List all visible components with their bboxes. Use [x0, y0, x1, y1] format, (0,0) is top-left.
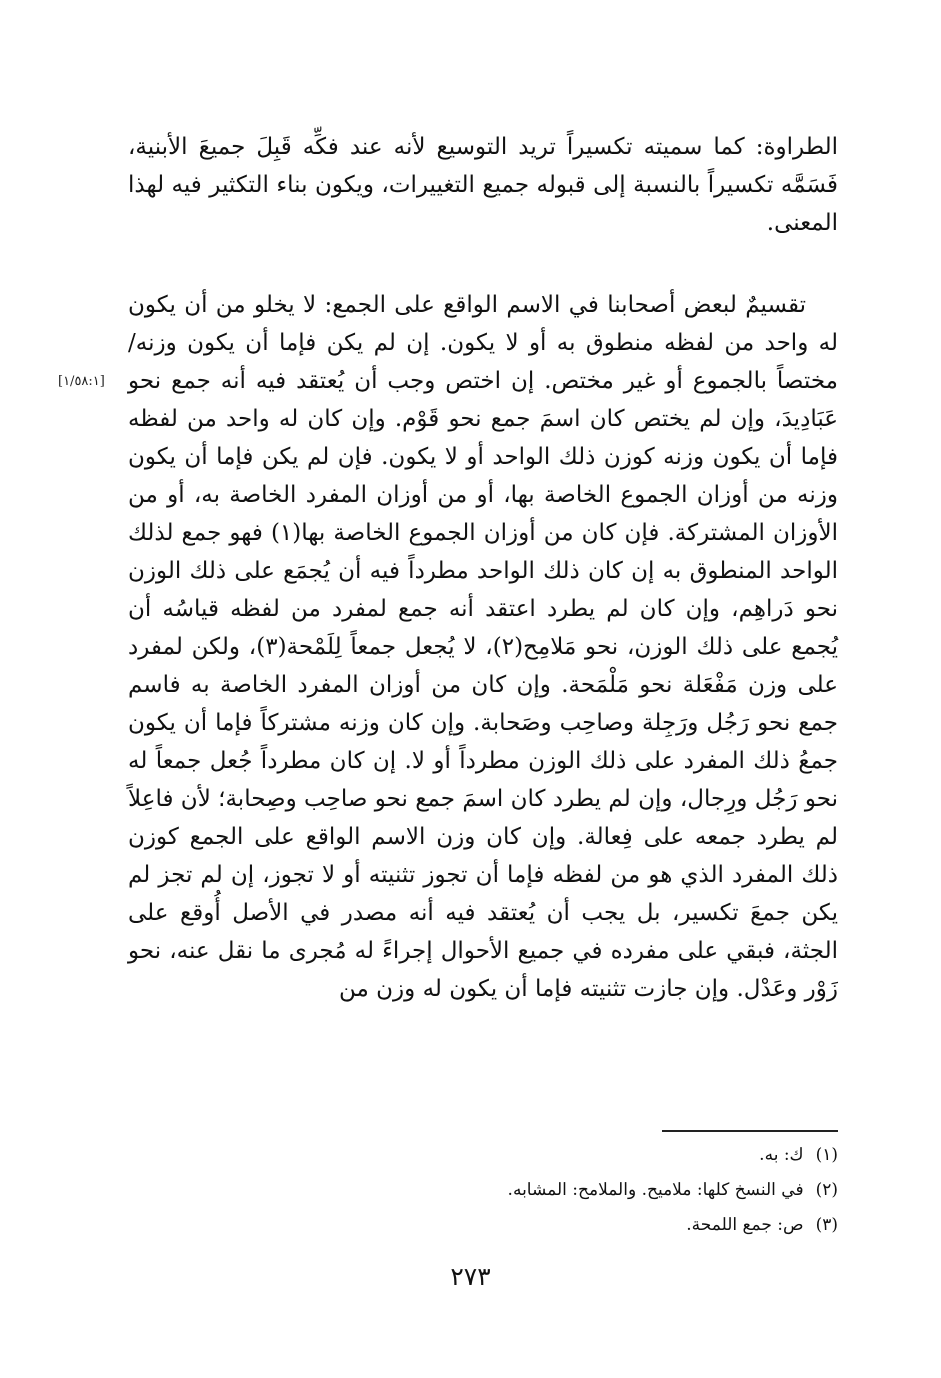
paragraph-2-text [128, 286, 838, 1008]
paragraph-1 [128, 128, 838, 242]
footnote-1-text: ك: به. [759, 1145, 804, 1165]
footnote-1 [138, 1138, 838, 1173]
paragraph-2-line: أن يكون وزنه من أوزان الجموع الخاصة بها، أو من أوزان المفرد الخاصة [128, 444, 838, 508]
paragraph-2-line: جمع نحو عَبَادِيدَ، وإن لم يختص كان اسمَ جمع نحو قَوْم. وإن كان له واحد [128, 368, 838, 432]
paragraph-2-line: به فاسم جمع نحو رَجُل ورَجِلة وصاحِب وصَحابة. وإن كان وزنه مشتركاً [128, 672, 839, 736]
paragraph-2-line: جمع لذلك الواحد المنطوق به إن كان ذلك الواحد مطرداً فيه أن يُجمَع على [128, 520, 838, 584]
footnotes [138, 1138, 838, 1243]
footnote-3 [138, 1208, 838, 1243]
margin-reference-note: [١/٥٨:١] [58, 374, 105, 389]
paragraph-2-line: فإما أن يكون جمعُ ذلك المفرد على ذلك الوزن مطرداً أو لا. إن كان مطرداً [128, 710, 838, 774]
paragraph-1-line: الطراوة: كما سميته تكسيراً تريد التوسيع لأنه عند فكِّه قَبِلَ جميعَ الأبنية، [128, 134, 838, 160]
paragraph-2-line: يكون له واحد من لفظه منطوق به أو لا يكون. إن لم يكن فإما أن يكون [128, 292, 838, 356]
paragraph-2-line: على الجمع كوزن ذلك المفرد الذي هو من لفظه فإما أن تجوز تثنيته أو لا [128, 824, 838, 888]
footnote-2-text: في النسخ كلها: ملاميح. والملامح: المشابه. [507, 1180, 804, 1200]
footnote-3-number: (٣) [815, 1215, 838, 1235]
paragraph-2-line: ما نقل عنه، نحو زَوْر وعَدْل. وإن جازت تثنيته فإما أن يكون له وزن من [128, 938, 838, 1002]
paragraph-2-line: تقسيمٌ لبعض أصحابنا في الاسم الواقع على الجمع: لا يخلو من أن [175, 292, 806, 318]
paragraph-1-line: فَسَمَّه تكسيراً بالنسبة إلى قبوله جميع التغييرات، ويكون بناء التكثير فيه لهذا [128, 172, 838, 198]
paragraph-2 [128, 286, 838, 1008]
paragraph-2-line: ذلك الوزن نحو دَراهِم، وإن كان لم يطرد اعتقد أنه جمع لمفرد من لفظه [128, 558, 838, 622]
paragraph-1-text [128, 128, 838, 242]
footnote-2-number: (٢) [815, 1180, 838, 1200]
paragraph-2-line: وصِحابة؛ لأن فاعِلاً لم يطرد جمعه على فِعالة. وإن كان وزن الاسم الواقع [128, 786, 838, 850]
paragraph-2-line: وزنه/ مختصاً بالجموع أو غير مختص. إن اختص وجب أن يُعتقد فيه أنه [128, 330, 838, 394]
paragraph-2-line: به، أو من الأوزان المشتركة. فإن كان من أوزان الجموع الخاصة بها(١) فهو [128, 482, 839, 546]
paragraph-2-line: الأصل أُوقع على الجثة، فبقي على مفرده في جميع الأحوال إجراءً له مُجرى [128, 900, 838, 964]
paragraph-2-line: تجوز، إن لم تجز لم يكن جمعَ تكسير، بل يجب أن يُعتقد فيه أنه مصدر في [128, 862, 838, 926]
footnote-separator [662, 1130, 838, 1132]
paragraph-2-line: قياسُه أن يُجمع على ذلك الوزن، نحو مَلامِح(٢)، لا يُجعل جمعاً لِلَمْحة(٣)، [128, 596, 838, 660]
page-number: ٢٧٣ [450, 1262, 491, 1291]
footnote-3-text: ص: جمع اللمحة. [686, 1215, 804, 1235]
paragraph-2-line: ولكن لمفرد على وزن مَفْعَلة نحو مَلْمَحة. وإن كان من أوزان المفرد الخاصة [128, 634, 838, 698]
paragraph-1-line: المعنى. [766, 210, 838, 236]
footnote-2 [138, 1173, 838, 1208]
footnote-1-number: (١) [815, 1145, 838, 1165]
paragraph-2-line: من لفظه فإما أن يكون وزنه كوزن ذلك الواحد أو لا يكون. فإن لم يكن فإما [128, 406, 838, 470]
paragraph-2-line: جُعل جمعاً له نحو رَجُل ورِجال، وإن لم يطرد كان اسمَ جمع نحو صاحِب [128, 748, 838, 812]
